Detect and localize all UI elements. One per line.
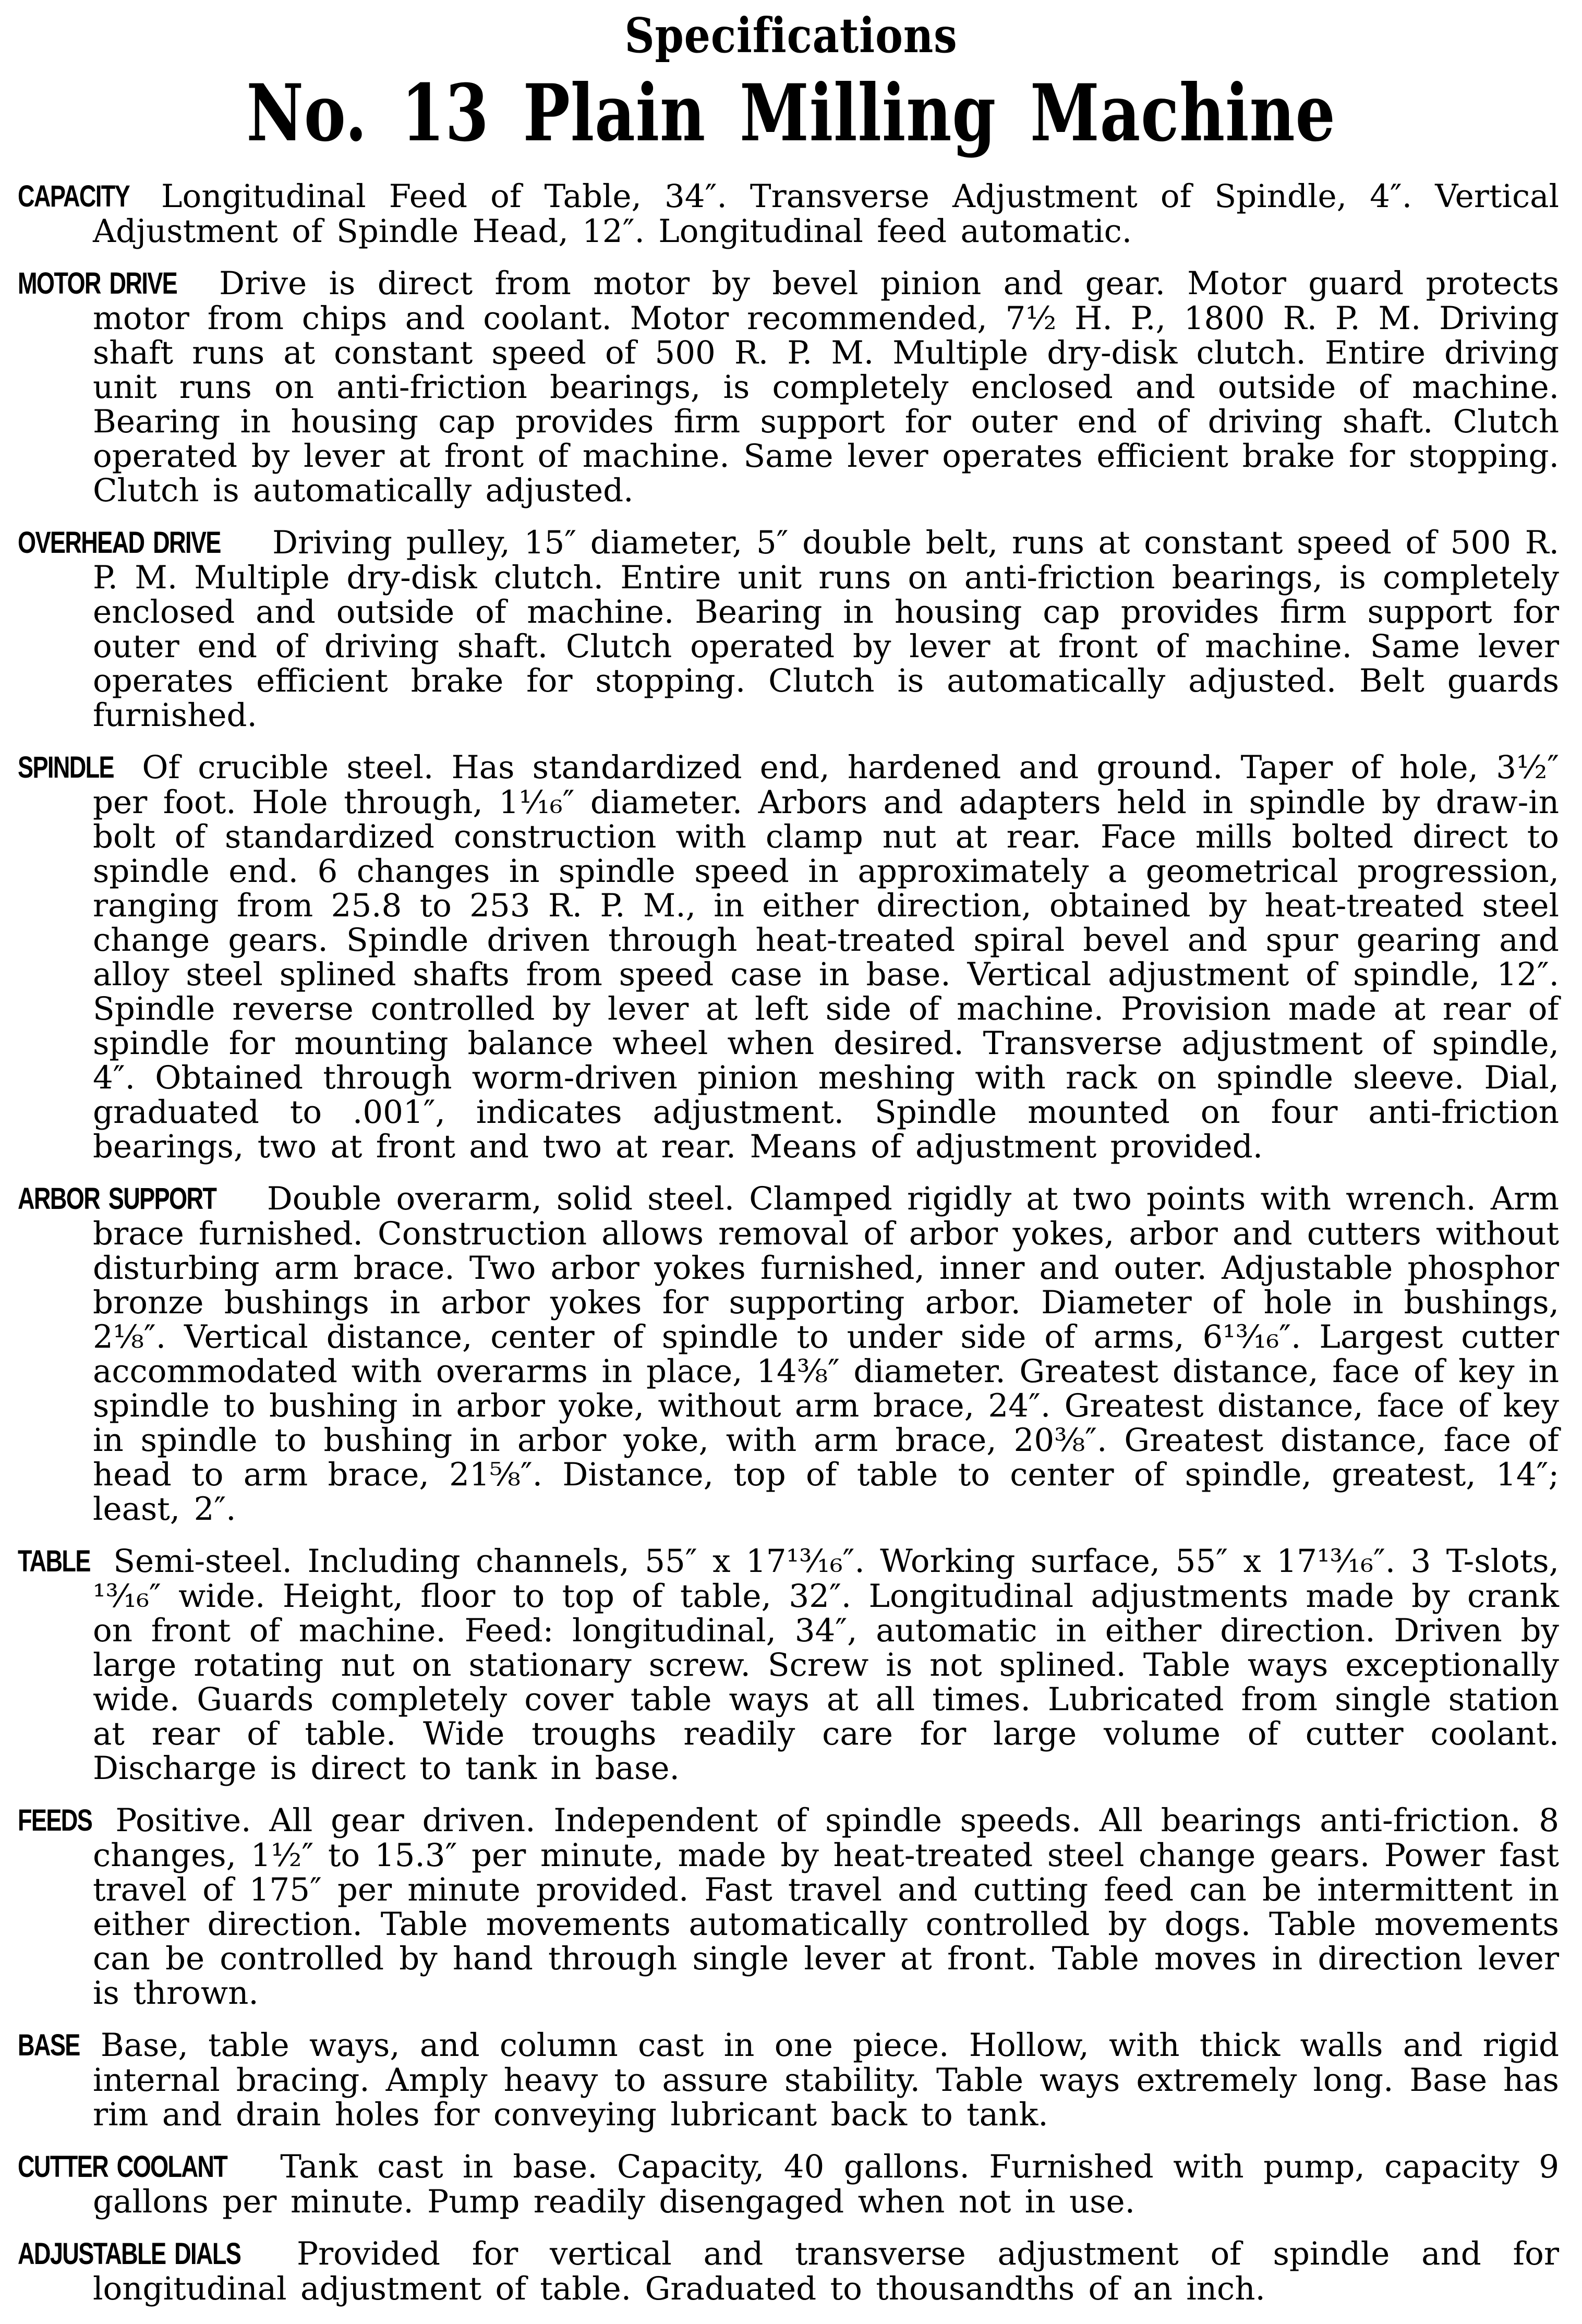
section-heading-spindle: SPINDLE: [18, 750, 114, 784]
section-heading-motor-drive: MOTOR DRIVE: [18, 266, 177, 300]
section-text-capacity: Longitudinal Feed of Table, 34″. Transverse Adjustment of Spindle, 4″. Vertical Adjustment of Spindle Head, 12″. Longitudinal feed automatic.: [93, 178, 1559, 250]
section-text-cutter-coolant: Tank cast in base. Capacity, 40 gallons. Furnished with pump, capacity 9 gallons per minute. Pump readily disengaged when not in use.: [93, 2148, 1559, 2221]
page-title: Specifications: [624, 7, 958, 64]
section-heading-cutter-coolant: CUTTER COOLANT: [18, 2149, 227, 2184]
section-overhead-drive: [18, 524, 1559, 734]
machine-title: No. 13 Plain Milling Machine: [246, 67, 1336, 159]
section-text-base: Base, table ways, and column cast in one piece. Hollow, with thick walls and rigid internal bracing. Amply heavy to assure stability. Table ways extremely long. Base has rim and drain holes for conveying lubricant back to tank.: [93, 2027, 1559, 2134]
section-spindle: [18, 749, 1559, 1166]
section-heading-arbor-support: ARBOR SUPPORT: [18, 1181, 216, 1216]
section-arbor-support: [18, 1180, 1559, 1528]
section-text-motor-drive: Drive is direct from motor by bevel pinion and gear. Motor guard protects motor from chips and coolant. Motor recommended, 7½ H. P., 1800 R. P. M. Driving shaft runs at constant speed of 500 R. P. M. Multiple dry-disk clutch. Entire driving unit runs on anti-friction bearings, is completely enclosed and outside of machine. Bearing in housing cap provides firm support for outer end of driving shaft. Clutch operated by lever at front of machine. Same lever operates efficient brake for stopping. Clutch is automatically adjusted.: [93, 265, 1559, 510]
section-text-arbor-support: Double overarm, solid steel. Clamped rigidly at two points with wrench. Arm brace furnished. Construction allows removal of arbor yokes, arbor and cutters without disturbing arm brace. Two arbor yokes furnished, inner and outer. Adjustable phosphor bronze bushings in arbor yokes for supporting arbor. Diameter of hole in bushings, 2⅛″. Vertical distance, center of spindle to under side of arms, 6¹³⁄₁₆″. Largest cutter accommodated with overarms in place, 14⅜″ diameter. Greatest distance, face of key in spindle to bushing in arbor yoke, without arm brace, 24″. Greatest distance, face of key in spindle to bushing in arbor yoke, with arm brace, 20⅜″. Greatest distance, face of head to arm brace, 21⅝″. Distance, top of table to center of spindle, greatest, 14″; least, 2″.: [93, 1180, 1559, 1528]
section-adjustable-dials: [18, 2235, 1559, 2308]
section-heading-overhead-drive: OVERHEAD DRIVE: [18, 525, 221, 560]
section-text-feeds: Positive. All gear driven. Independent of spindle speeds. All bearings anti-friction. 8 changes, 1½″ to 15.3″ per minute, made by heat-treated steel change gears. Power fast travel of 175″ per minute provided. Fast travel and cutting feed can be intermittent in either direction. Table movements automatically controlled by dogs. Table movements can be controlled by hand through single lever at front. Table moves in direction lever is thrown.: [93, 1802, 1559, 2012]
section-capacity: [18, 178, 1559, 250]
section-heading-capacity: CAPACITY: [18, 179, 130, 213]
section-cutter-coolant: [18, 2148, 1559, 2221]
section-heading-adjustable-dials: ADJUSTABLE DIALS: [18, 2236, 241, 2271]
section-text-spindle: Of crucible steel. Has standardized end, hardened and ground. Taper of hole, 3½″ per foot. Hole through, 1¹⁄₁₆″ diameter. Arbors and adapters held in spindle by draw-in bolt of standardized construction with clamp nut at rear. Face mills bolted direct to spindle end. 6 changes in spindle speed in approximately a geometrical progression, ranging from 25.8 to 253 R. P. M., in either direction, obtained by heat-treated steel change gears. Spindle driven through heat-treated spiral bevel and spur gearing and alloy steel splined shafts from speed case in base. Vertical adjustment of spindle, 12″. Spindle reverse controlled by lever at left side of machine. Provision made at rear of spindle for mounting balance wheel when desired. Transverse adjustment of spindle, 4″. Obtained through worm-driven pinion meshing with rack on spindle sleeve. Dial, graduated to .001″, indicates adjustment. Spindle mounted on four anti-friction bearings, two at front and two at rear. Means of adjustment provided.: [93, 749, 1559, 1166]
section-text-overhead-drive: Driving pulley, 15″ diameter, 5″ double belt, runs at constant speed of 500 R. P. M. Multiple dry-disk clutch. Entire unit runs on anti-friction bearings, is completely enclosed and outside of machine. Bearing in housing cap provides firm support for outer end of driving shaft. Clutch operated by lever at front of machine. Same lever operates efficient brake for stopping. Clutch is automatically adjusted. Belt guards furnished.: [93, 524, 1559, 734]
section-heading-base: BASE: [18, 2028, 80, 2062]
section-text-adjustable-dials: Provided for vertical and transverse adjustment of spindle and for longitudinal adjustment of table. Graduated to thousandths of an inch.: [93, 2235, 1559, 2308]
section-table: [18, 1543, 1559, 1787]
section-heading-table: TABLE: [18, 1544, 90, 1578]
section-text-table: Semi-steel. Including channels, 55″ x 17¹³⁄₁₆″. Working surface, 55″ x 17¹³⁄₁₆″. 3 T-slots, ¹³⁄₁₆″ wide. Height, floor to top of table, 32″. Longitudinal adjustments made by crank on front of machine. Feed: longitudinal, 34″, automatic in either direction. Driven by large rotating nut on stationary screw. Screw is not splined. Table ways exceptionally wide. Guards completely cover table ways at all times. Lubricated from single station at rear of table. Wide troughs readily care for large volume of cutter coolant. Discharge is direct to tank in base.: [93, 1543, 1559, 1787]
section-motor-drive: [18, 265, 1559, 510]
section-heading-feeds: FEEDS: [18, 1803, 92, 1837]
section-base: [18, 2027, 1559, 2134]
section-feeds: [18, 1802, 1559, 2012]
